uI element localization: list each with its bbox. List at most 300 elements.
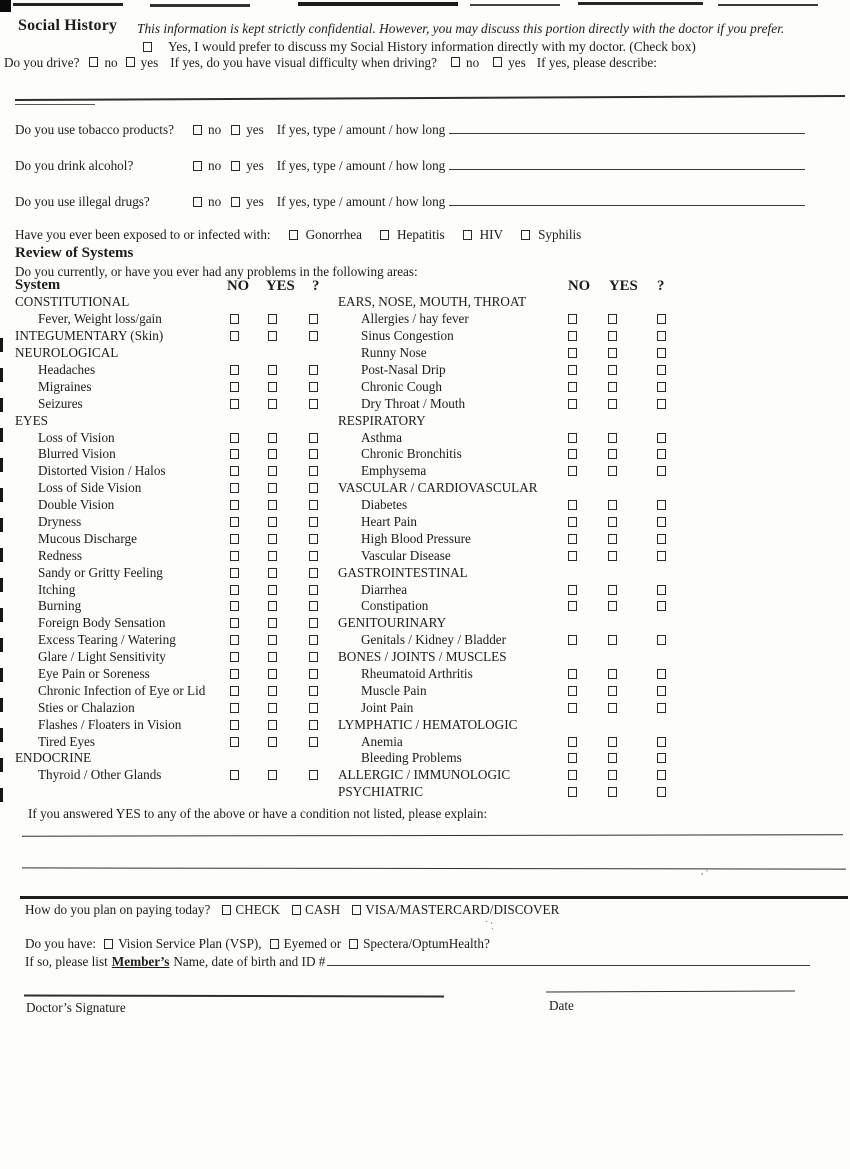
option-label: Eyemed or	[283, 936, 342, 951]
ros-cell-no	[214, 314, 254, 324]
ros-cell-unsure	[632, 551, 690, 561]
ros-checkbox-no[interactable]	[568, 399, 577, 409]
substance-write-line[interactable]	[449, 192, 805, 206]
ros-checkbox-unsure[interactable]	[309, 365, 318, 375]
ros-checkbox-no[interactable]	[230, 500, 239, 510]
ros-checkbox-no[interactable]	[568, 737, 577, 747]
ros-checkbox-no[interactable]	[230, 365, 239, 375]
ros-checkbox-yes[interactable]	[268, 669, 277, 679]
ros-checkbox-unsure[interactable]	[309, 669, 318, 679]
ros-cell-no	[552, 534, 592, 544]
ros-item-label: Constipation	[361, 598, 429, 614]
ros-checkbox-yes[interactable]	[268, 517, 277, 527]
ros-item-label: Heart Pain	[361, 514, 418, 530]
ros-checkbox-no[interactable]	[568, 449, 577, 459]
ros-item-label: Chronic Cough	[361, 378, 442, 394]
substance-followup-label: If yes, type / amount / how long	[276, 194, 446, 209]
member-line-suffix: Name, date of birth and ID #	[173, 954, 326, 969]
ros-checkbox-no[interactable]	[568, 382, 577, 392]
ros-item-label: Eye Pain or Soreness	[38, 666, 150, 682]
scan-artifact: ´ ˋ.	[482, 918, 496, 932]
ros-checkbox-no[interactable]	[230, 331, 239, 341]
discuss-with-doctor-checkbox[interactable]	[143, 42, 152, 52]
ros-checkbox-yes[interactable]	[608, 314, 617, 324]
ros-cell-unsure	[290, 720, 336, 730]
ros-checkbox-unsure[interactable]	[657, 635, 666, 645]
exposure-question-label: Have you ever been exposed to or infected with:	[15, 227, 271, 242]
ros-checkbox-unsure[interactable]	[657, 669, 666, 679]
ros-cell-unsure	[290, 517, 336, 527]
ros-checkbox-unsure[interactable]	[657, 314, 666, 324]
ros-checkbox-unsure[interactable]	[657, 601, 666, 611]
ros-row	[338, 649, 698, 666]
ros-row	[15, 378, 345, 395]
ros-cell-unsure	[290, 449, 336, 459]
ros-row	[338, 784, 698, 801]
ros-checkbox-unsure[interactable]	[309, 720, 318, 730]
substance-write-line[interactable]	[449, 120, 805, 134]
ros-checkbox-yes[interactable]	[608, 635, 617, 645]
ros-checkbox-no[interactable]	[230, 618, 239, 628]
ros-checkbox-unsure[interactable]	[309, 770, 318, 780]
ros-checkbox-yes[interactable]	[608, 585, 617, 595]
option-checkbox-visa-mastercard-discover[interactable]	[352, 905, 361, 915]
ros-checkbox-yes[interactable]	[608, 331, 617, 341]
ros-checkbox-yes[interactable]	[608, 348, 617, 358]
ros-checkbox-no[interactable]	[568, 601, 577, 611]
ros-cell-yes	[254, 399, 290, 409]
insurance-options	[96, 936, 490, 952]
ros-cell-no	[552, 449, 592, 459]
ros-checkbox-yes[interactable]	[608, 703, 617, 713]
answer-header-no-left: NO	[227, 278, 250, 294]
option-hiv	[463, 227, 503, 243]
ros-cell-unsure	[290, 601, 336, 611]
ros-cell-yes	[254, 585, 290, 595]
ros-checkbox-no[interactable]	[230, 568, 239, 578]
drive-no-checkbox[interactable]	[89, 57, 98, 67]
ros-cell-no	[214, 703, 254, 713]
ros-row	[15, 429, 345, 446]
ros-checkbox-no[interactable]	[230, 449, 239, 459]
ros-checkbox-yes[interactable]	[608, 399, 617, 409]
ros-cell-yes	[592, 365, 632, 375]
ros-checkbox-yes[interactable]	[608, 466, 617, 476]
ros-checkbox-yes[interactable]	[268, 399, 277, 409]
ros-checkbox-yes[interactable]	[608, 787, 617, 797]
substance-followup-label: If yes, type / amount / how long	[276, 122, 446, 137]
ros-checkbox-unsure[interactable]	[309, 652, 318, 662]
describe-label: If yes, please describe:	[536, 55, 657, 70]
ros-checkbox-unsure[interactable]	[309, 314, 318, 324]
ros-cell-yes	[592, 635, 632, 645]
ros-checkbox-unsure[interactable]	[309, 399, 318, 409]
ros-item-label: Tired Eyes	[38, 733, 96, 749]
ros-cell-yes	[592, 382, 632, 392]
ros-cell-unsure	[290, 331, 336, 341]
ros-item-label: Seizures	[38, 395, 83, 411]
ros-cell-unsure	[290, 534, 336, 544]
ros-row	[338, 311, 698, 328]
ros-checkbox-yes[interactable]	[608, 433, 617, 443]
ros-checkbox-yes[interactable]	[608, 500, 617, 510]
ros-section-label: BONES / JOINTS / MUSCLES	[338, 649, 507, 665]
ros-cell-yes	[254, 500, 290, 510]
ros-row	[15, 682, 345, 699]
ros-checkbox-no[interactable]	[568, 433, 577, 443]
ros-checkbox-yes[interactable]	[268, 331, 277, 341]
ros-cell-unsure	[632, 500, 690, 510]
ros-item-label: Double Vision	[38, 497, 115, 513]
ros-checkbox-yes[interactable]	[268, 720, 277, 730]
ros-checkbox-yes[interactable]	[608, 517, 617, 527]
ros-cell-unsure	[290, 737, 336, 747]
ros-checkbox-no[interactable]	[230, 737, 239, 747]
ros-cell-unsure	[632, 331, 690, 341]
ros-checkbox-unsure[interactable]	[309, 500, 318, 510]
option-checkbox-gonorrhea[interactable]	[289, 230, 298, 240]
discuss-with-doctor-label: Yes, I would prefer to discuss my Social History information directly with my doctor. (Check box)	[168, 39, 696, 54]
yes-checkbox[interactable]	[231, 197, 240, 207]
ros-cell-unsure	[632, 669, 690, 679]
ros-checkbox-unsure[interactable]	[309, 585, 318, 595]
ros-checkbox-unsure[interactable]	[657, 517, 666, 527]
ros-checkbox-unsure[interactable]	[309, 449, 318, 459]
ros-cell-yes	[254, 770, 290, 780]
ros-checkbox-yes[interactable]	[608, 382, 617, 392]
ros-checkbox-yes[interactable]	[608, 669, 617, 679]
ros-checkbox-unsure[interactable]	[657, 737, 666, 747]
ros-checkbox-unsure[interactable]	[309, 466, 318, 476]
ros-cell-no	[214, 686, 254, 696]
ros-cell-unsure	[290, 365, 336, 375]
no-checkbox[interactable]	[193, 125, 202, 135]
ros-cell-yes	[254, 568, 290, 578]
ros-checkbox-unsure[interactable]	[309, 635, 318, 645]
ros-cell-unsure	[290, 652, 336, 662]
ros-checkbox-no[interactable]	[230, 466, 239, 476]
ros-checkbox-unsure[interactable]	[657, 399, 666, 409]
ros-item-label: Headaches	[38, 362, 96, 377]
ros-checkbox-unsure[interactable]	[657, 365, 666, 375]
ros-checkbox-unsure[interactable]	[309, 433, 318, 443]
ros-cell-unsure	[632, 466, 690, 476]
doctor-signature-label: Doctor’s Signature	[26, 1000, 126, 1015]
ros-checkbox-no[interactable]	[568, 585, 577, 595]
ros-row	[15, 514, 345, 531]
ros-checkbox-unsure[interactable]	[657, 449, 666, 459]
ros-row	[15, 463, 345, 480]
ros-cell-yes	[592, 466, 632, 476]
ros-cell-unsure	[290, 399, 336, 409]
ros-item-label: Distorted Vision / Halos	[38, 463, 166, 479]
date-line[interactable]	[546, 990, 795, 992]
page-title: Social History	[18, 17, 118, 34]
option-visa-mastercard-discover	[352, 902, 559, 918]
ros-checkbox-yes[interactable]	[608, 601, 617, 611]
ros-checkbox-yes[interactable]	[268, 703, 277, 713]
ros-cell-no	[214, 466, 254, 476]
no-checkbox[interactable]	[193, 161, 202, 171]
option-label: VISA/MASTERCARD/DISCOVER	[365, 902, 560, 917]
ros-checkbox-unsure[interactable]	[657, 331, 666, 341]
ros-checkbox-yes[interactable]	[268, 382, 277, 392]
ros-checkbox-no[interactable]	[230, 314, 239, 324]
ros-checkbox-unsure[interactable]	[657, 551, 666, 561]
ros-checkbox-yes[interactable]	[608, 686, 617, 696]
ros-checkbox-unsure[interactable]	[657, 753, 666, 763]
ros-checkbox-yes[interactable]	[268, 365, 277, 375]
ros-cell-yes	[254, 365, 290, 375]
ros-checkbox-unsure[interactable]	[657, 770, 666, 780]
ros-checkbox-no[interactable]	[230, 635, 239, 645]
ros-checkbox-no[interactable]	[568, 314, 577, 324]
ros-cell-unsure	[632, 382, 690, 392]
ros-row	[15, 699, 345, 716]
ros-checkbox-no[interactable]	[568, 466, 577, 476]
ros-checkbox-unsure[interactable]	[657, 433, 666, 443]
ros-checkbox-unsure[interactable]	[657, 466, 666, 476]
ros-checkbox-yes[interactable]	[268, 568, 277, 578]
doctor-signature-line[interactable]	[24, 994, 444, 997]
ros-checkbox-yes[interactable]	[268, 551, 277, 561]
no-label: no	[208, 122, 222, 137]
ros-checkbox-no[interactable]	[230, 534, 239, 544]
ros-checkbox-unsure[interactable]	[309, 737, 318, 747]
ros-cell-yes	[592, 753, 632, 763]
ros-cell-unsure	[632, 770, 690, 780]
ros-row	[15, 733, 345, 750]
ros-checkbox-unsure[interactable]	[309, 568, 318, 578]
option-syphilis	[521, 227, 581, 243]
ros-item-label: Diarrhea	[361, 581, 408, 597]
ros-section-label: EYES	[15, 412, 48, 428]
ros-checkbox-no[interactable]	[230, 686, 239, 696]
drive-no-label: no	[104, 55, 118, 70]
ros-checkbox-no[interactable]	[568, 331, 577, 341]
ros-checkbox-unsure[interactable]	[657, 787, 666, 797]
ros-checkbox-yes[interactable]	[268, 585, 277, 595]
answer-header-unsure-right: ?	[657, 278, 665, 294]
ros-checkbox-yes[interactable]	[268, 601, 277, 611]
yes-checkbox[interactable]	[231, 161, 240, 171]
drive-yes-checkbox[interactable]	[126, 57, 135, 67]
insurance-question-label: Do you have:	[25, 936, 97, 951]
ros-checkbox-unsure[interactable]	[657, 348, 666, 358]
ros-item-label: Burning	[38, 598, 82, 614]
option-checkbox-syphilis[interactable]	[521, 230, 530, 240]
ros-checkbox-no[interactable]	[230, 382, 239, 392]
ros-cell-no	[552, 433, 592, 443]
ros-checkbox-no[interactable]	[568, 703, 577, 713]
yes-option	[231, 122, 264, 138]
ros-row	[338, 750, 698, 767]
ros-item-label: Anemia	[361, 733, 403, 749]
ros-checkbox-unsure[interactable]	[309, 601, 318, 611]
explain-write-line-2[interactable]	[22, 867, 846, 869]
member-word: Member’s	[111, 954, 170, 969]
option-checkbox-cash[interactable]	[292, 905, 301, 915]
ros-checkbox-no[interactable]	[230, 585, 239, 595]
ros-checkbox-no[interactable]	[568, 551, 577, 561]
ros-section-label: CONSTITUTIONAL	[15, 294, 130, 310]
member-id-write-line[interactable]	[327, 952, 810, 966]
ros-item-label: Emphysema	[361, 463, 427, 479]
answer-header-yes-right: YES	[609, 278, 638, 294]
ros-cell-unsure	[290, 703, 336, 713]
ros-row	[15, 564, 345, 581]
option-checkbox-vision-service-plan-vsp[interactable]	[104, 939, 113, 949]
substance-question-label: Do you use illegal drugs?	[15, 194, 150, 209]
option-checkbox-eyemed-or[interactable]	[270, 939, 279, 949]
ros-checkbox-no[interactable]	[568, 753, 577, 763]
ros-checkbox-unsure[interactable]	[309, 517, 318, 527]
ros-checkbox-unsure[interactable]	[309, 382, 318, 392]
ros-row	[338, 564, 698, 581]
ros-checkbox-unsure[interactable]	[657, 382, 666, 392]
ros-checkbox-unsure[interactable]	[309, 483, 318, 493]
substance-questions	[15, 120, 805, 228]
ros-checkbox-no[interactable]	[568, 686, 577, 696]
ros-checkbox-no[interactable]	[568, 365, 577, 375]
ros-checkbox-no[interactable]	[230, 483, 239, 493]
ros-row	[338, 345, 698, 362]
ros-checkbox-yes[interactable]	[268, 314, 277, 324]
ros-checkbox-no[interactable]	[230, 601, 239, 611]
ros-checkbox-no[interactable]	[568, 500, 577, 510]
ros-checkbox-yes[interactable]	[608, 449, 617, 459]
ros-cell-yes	[592, 534, 632, 544]
ros-checkbox-unsure[interactable]	[657, 534, 666, 544]
ros-cell-no	[214, 534, 254, 544]
ros-cell-unsure	[290, 551, 336, 561]
ros-section-label: NEUROLOGICAL	[15, 345, 119, 361]
ros-row	[15, 581, 345, 598]
ros-checkbox-yes[interactable]	[608, 770, 617, 780]
yes-checkbox[interactable]	[231, 125, 240, 135]
describe-write-line[interactable]	[15, 95, 845, 101]
option-checkbox-hiv[interactable]	[463, 230, 472, 240]
ros-checkbox-yes[interactable]	[268, 770, 277, 780]
ros-checkbox-yes[interactable]	[268, 652, 277, 662]
ros-checkbox-yes[interactable]	[608, 551, 617, 561]
ros-cell-no	[214, 483, 254, 493]
ros-cell-yes	[592, 737, 632, 747]
ros-checkbox-yes[interactable]	[608, 365, 617, 375]
ros-checkbox-no[interactable]	[568, 787, 577, 797]
ros-checkbox-no[interactable]	[230, 669, 239, 679]
ros-cell-yes	[254, 314, 290, 324]
ros-section-label: EARS, NOSE, MOUTH, THROAT	[338, 294, 527, 310]
ros-checkbox-yes[interactable]	[268, 635, 277, 645]
ros-checkbox-yes[interactable]	[268, 534, 277, 544]
ros-checkbox-no[interactable]	[230, 551, 239, 561]
ros-checkbox-unsure[interactable]	[309, 703, 318, 713]
ros-checkbox-unsure[interactable]	[657, 686, 666, 696]
ros-checkbox-unsure[interactable]	[657, 585, 666, 595]
ros-checkbox-unsure[interactable]	[309, 534, 318, 544]
yes-option	[231, 158, 264, 174]
visual-difficulty-no-checkbox[interactable]	[451, 57, 460, 67]
ros-checkbox-unsure[interactable]	[657, 703, 666, 713]
option-checkbox-spectera-optumhealth[interactable]	[349, 939, 358, 949]
ros-checkbox-no[interactable]	[230, 720, 239, 730]
ros-checkbox-yes[interactable]	[268, 433, 277, 443]
ros-checkbox-no[interactable]	[230, 652, 239, 662]
payment-question-label: How do you plan on paying today?	[25, 902, 211, 917]
ros-checkbox-no[interactable]	[568, 770, 577, 780]
ros-cell-unsure	[632, 737, 690, 747]
option-checkbox-hepatitis[interactable]	[380, 230, 389, 240]
member-line-prefix: If so, please list	[25, 954, 108, 969]
no-option	[193, 194, 221, 210]
ros-checkbox-no[interactable]	[230, 703, 239, 713]
no-checkbox[interactable]	[193, 197, 202, 207]
ros-item-label: Itching	[38, 581, 76, 597]
ros-row	[15, 750, 345, 767]
ros-checkbox-no[interactable]	[568, 669, 577, 679]
ros-checkbox-yes[interactable]	[268, 737, 277, 747]
payment-question-row	[25, 902, 559, 918]
ros-checkbox-no[interactable]	[568, 348, 577, 358]
ros-checkbox-no[interactable]	[568, 534, 577, 544]
ros-checkbox-yes[interactable]	[268, 483, 277, 493]
ros-checkbox-no[interactable]	[230, 433, 239, 443]
ros-checkbox-yes[interactable]	[268, 449, 277, 459]
ros-checkbox-unsure[interactable]	[309, 551, 318, 561]
ros-row	[338, 716, 698, 733]
explain-write-line-1[interactable]	[22, 834, 843, 836]
ros-checkbox-no[interactable]	[230, 399, 239, 409]
answer-header-no-right: NO	[568, 278, 591, 294]
ros-checkbox-yes[interactable]	[268, 466, 277, 476]
ros-checkbox-no[interactable]	[230, 517, 239, 527]
ros-cell-unsure	[290, 669, 336, 679]
ros-row	[15, 615, 345, 632]
ros-checkbox-yes[interactable]	[268, 686, 277, 696]
ros-cell-yes	[254, 433, 290, 443]
ros-checkbox-yes[interactable]	[268, 500, 277, 510]
ros-item-label: Glare / Light Sensitivity	[38, 649, 166, 665]
drive-followup-label: If yes, do you have visual difficulty when driving?	[170, 55, 437, 70]
ros-row	[338, 395, 698, 412]
ros-checkbox-yes[interactable]	[608, 534, 617, 544]
ros-cell-yes	[254, 483, 290, 493]
ros-checkbox-no[interactable]	[568, 517, 577, 527]
ros-checkbox-no[interactable]	[230, 770, 239, 780]
ros-checkbox-no[interactable]	[568, 635, 577, 645]
scan-artifact	[0, 0, 11, 12]
ros-checkbox-yes[interactable]	[608, 737, 617, 747]
ros-checkbox-yes[interactable]	[268, 618, 277, 628]
ros-cell-yes	[592, 348, 632, 358]
visual-difficulty-yes-checkbox[interactable]	[493, 57, 502, 67]
ros-checkbox-unsure[interactable]	[657, 500, 666, 510]
ros-checkbox-unsure[interactable]	[309, 331, 318, 341]
ros-checkbox-unsure[interactable]	[309, 618, 318, 628]
substance-write-line[interactable]	[449, 156, 805, 170]
ros-checkbox-unsure[interactable]	[309, 686, 318, 696]
ros-cell-yes	[592, 601, 632, 611]
ros-cell-unsure	[632, 348, 690, 358]
ros-checkbox-yes[interactable]	[608, 753, 617, 763]
ros-cell-unsure	[632, 585, 690, 595]
ros-cell-unsure	[290, 382, 336, 392]
option-checkbox-check[interactable]	[222, 905, 231, 915]
ros-item-label: Runny Nose	[361, 345, 427, 361]
ros-section-label: GASTROINTESTINAL	[338, 564, 468, 580]
ros-item-label: Diabetes	[361, 497, 408, 513]
